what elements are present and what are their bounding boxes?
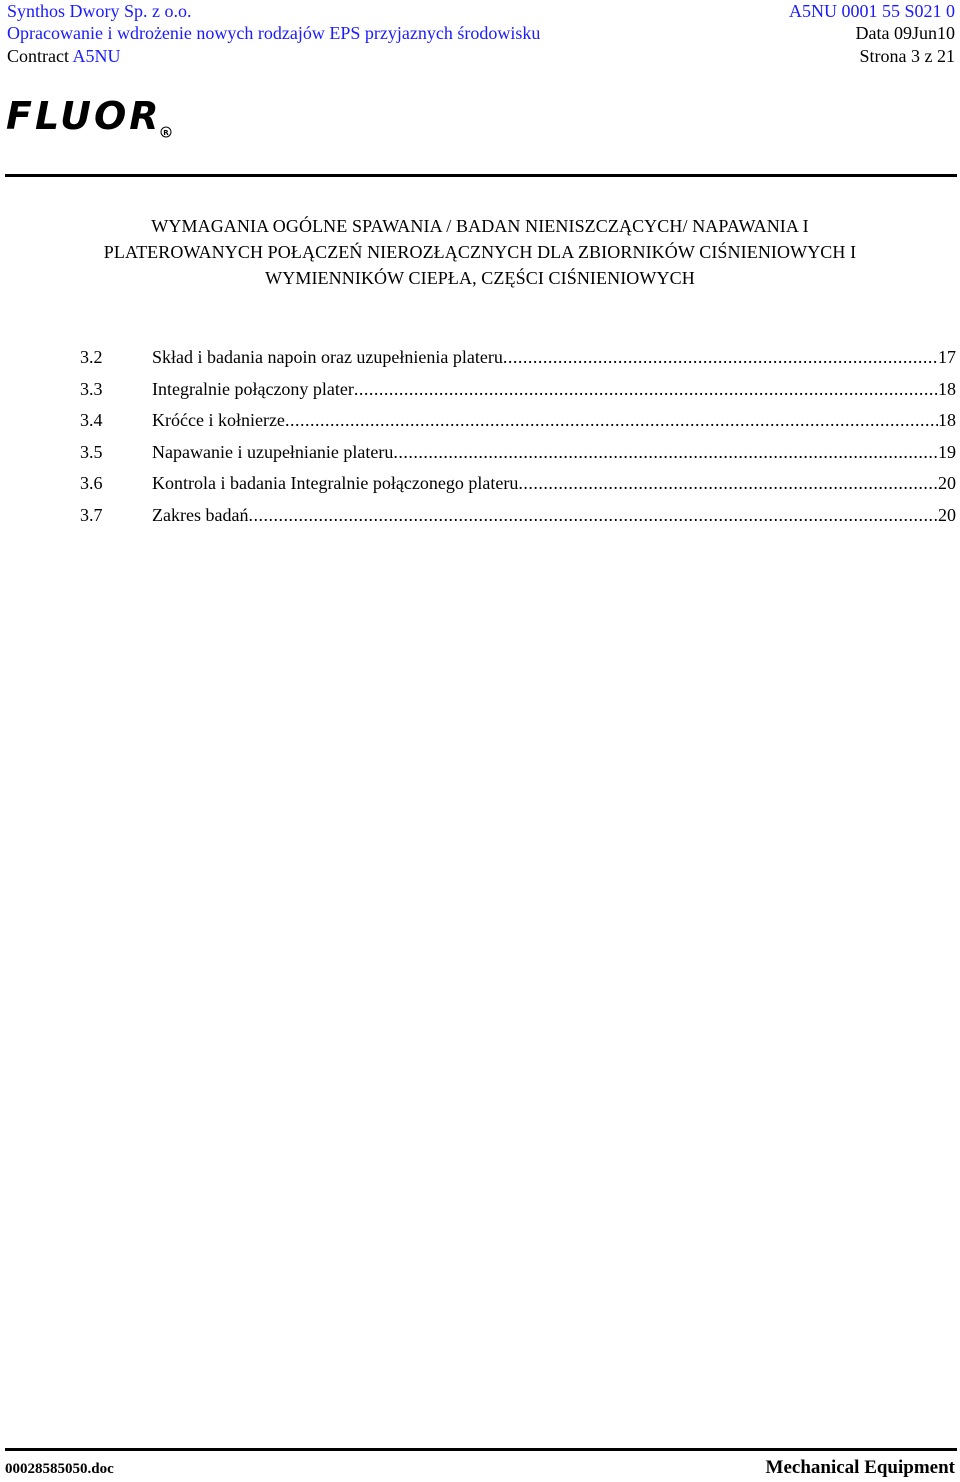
footer-file-name: 00028585050.doc — [5, 1461, 114, 1477]
toc-dot-leader — [248, 500, 938, 532]
toc-entry-number: 3.5 — [80, 441, 103, 462]
toc-entry-number: 3.2 — [80, 347, 103, 367]
title-line-1: WYMAGANIA OGÓLNE SPAWANIA / BADAN NIENISZCZĄCYCH/ NAPAWANIA I — [151, 216, 809, 236]
toc-entry-page: 20 — [938, 473, 956, 494]
project-title: Opracowanie i wdrożenie nowych rodzajów EPS przyjaznych środowisku — [7, 23, 541, 43]
toc-entry-number: 3.4 — [80, 410, 103, 431]
toc-dot-leader — [503, 342, 938, 374]
toc-entry-number: 3.6 — [80, 473, 103, 494]
contract-label — [7, 45, 121, 67]
toc-entry-title: Skład i badania napoin oraz uzupełnienia plateru — [152, 347, 503, 367]
fluor-logo — [6, 96, 174, 140]
table-of-contents — [80, 342, 956, 532]
toc-entry[interactable] — [80, 437, 956, 469]
footer-divider — [5, 1448, 957, 1451]
page-number: Strona 3 z 21 — [859, 46, 955, 66]
toc-dot-leader — [518, 468, 938, 500]
toc-entry-title: Zakres badań — [152, 504, 249, 525]
toc-entry-page: 18 — [938, 378, 956, 399]
registered-mark-letter: R — [163, 129, 169, 137]
toc-entry[interactable] — [80, 405, 956, 437]
toc-entry[interactable] — [80, 468, 956, 500]
toc-entry-number: 3.3 — [80, 378, 103, 399]
logo-wordmark: FLUOR — [6, 96, 162, 138]
toc-entry-page: 18 — [938, 410, 956, 431]
toc-entry-page: 20 — [938, 504, 956, 525]
document-title — [10, 213, 950, 291]
toc-entry-title: Kontrola i badania Integralnie połączonego plateru — [152, 473, 519, 494]
toc-entry-title: Króćce i kołnierze — [152, 410, 285, 431]
toc-entry-title: Napawanie i uzupełnianie plateru — [152, 441, 394, 462]
title-line-3: WYMIENNIKÓW CIEPŁA, CZĘŚCI CIŚNIENIOWYCH — [265, 268, 695, 288]
toc-dot-leader — [393, 437, 938, 469]
contract-prefix: Contract — [7, 46, 73, 66]
toc-entry-page: 19 — [938, 441, 956, 462]
toc-entry[interactable] — [80, 342, 956, 374]
toc-entry[interactable] — [80, 374, 956, 406]
toc-entry-number: 3.7 — [80, 504, 103, 525]
title-line-2: PLATEROWANYCH POŁĄCZEŃ NIEROZŁĄCZNYCH DLA ZBIORNIKÓW CIŚNIENIOWYCH I — [103, 242, 857, 262]
toc-dot-leader — [285, 405, 938, 437]
toc-entry-page: 17 — [938, 347, 956, 367]
document-number: A5NU 0001 55 S021 0 — [788, 1, 955, 21]
toc-entry[interactable] — [80, 500, 956, 532]
toc-dot-leader — [354, 374, 938, 406]
contract-code: A5NU — [72, 46, 121, 66]
company-name: Synthos Dwory Sp. z o.o. — [7, 1, 192, 21]
toc-entry-title: Integralnie połączony plater — [152, 378, 354, 399]
document-date: Data 09Jun10 — [855, 23, 955, 43]
header-divider — [5, 174, 957, 177]
footer-department: Mechanical Equipment — [765, 1457, 955, 1478]
